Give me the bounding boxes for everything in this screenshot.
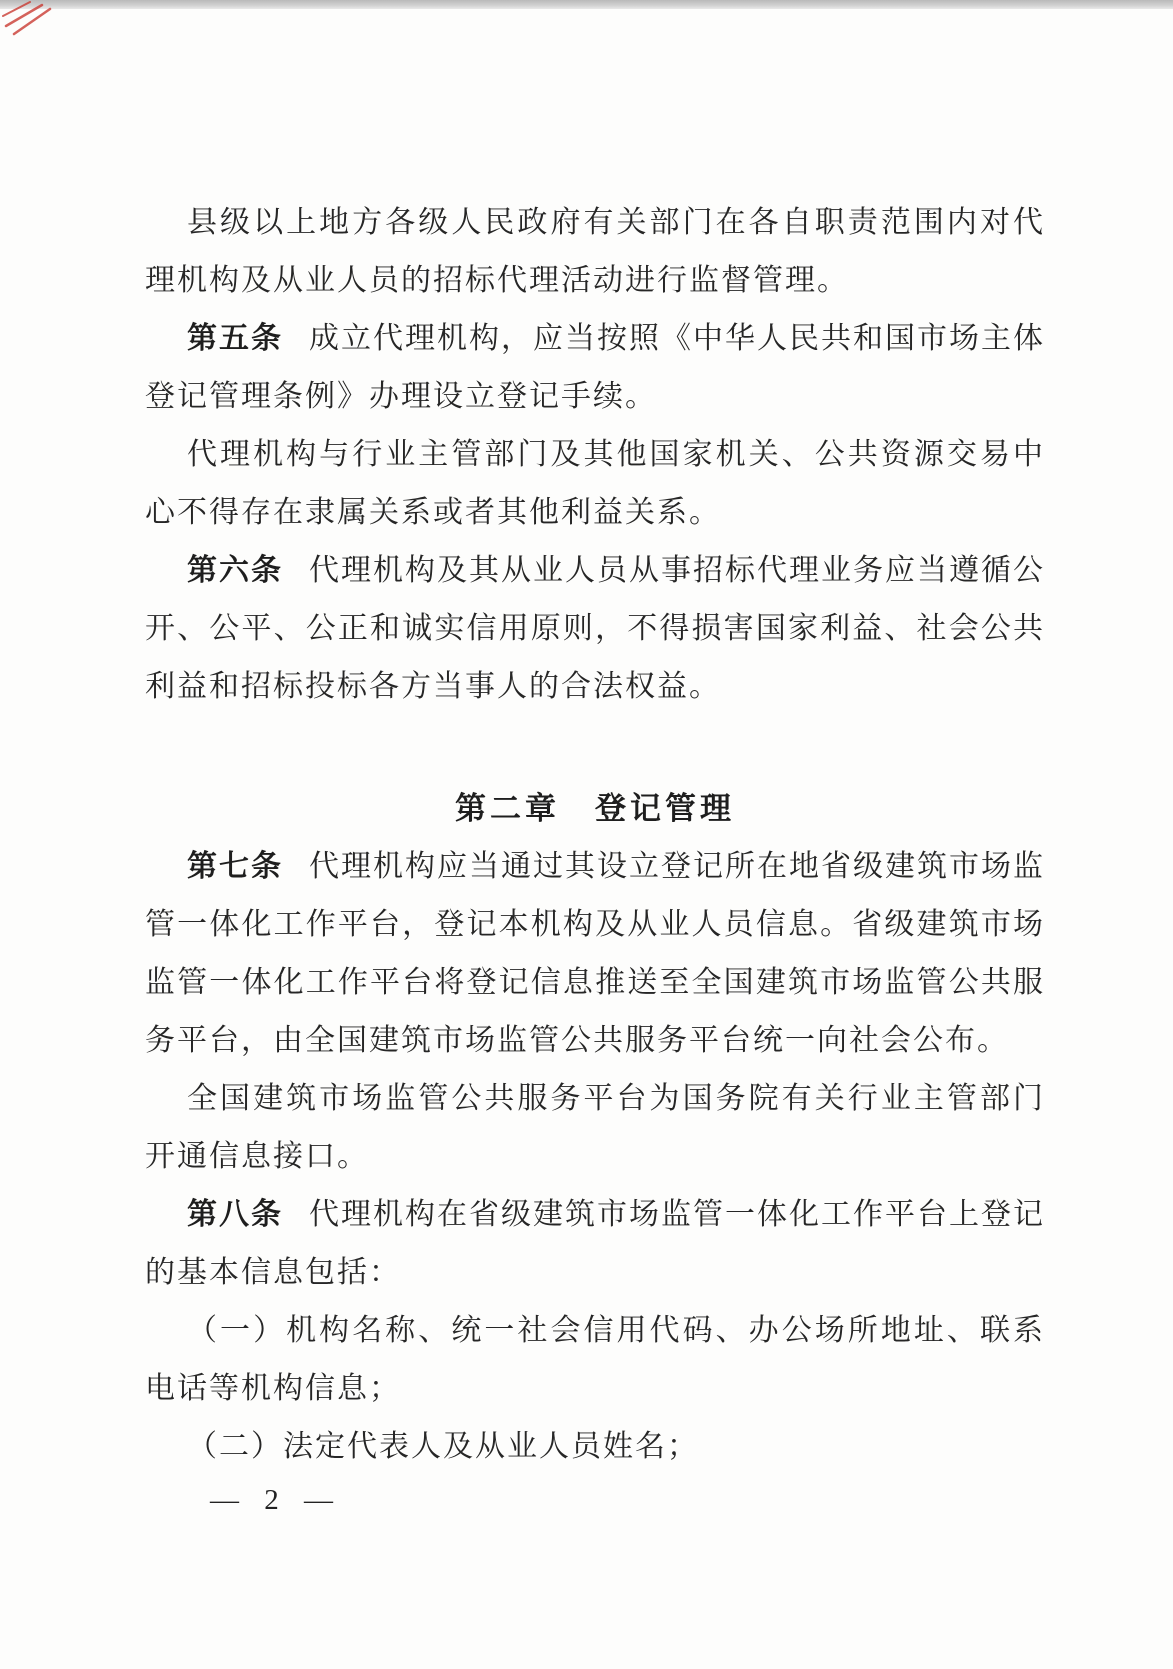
chapter-heading: 第二章 登记管理 <box>455 791 735 826</box>
paragraph: 第五条 成立代理机构，应当按照《中华人民共和国市场主体登记管理条例》办理设立登记手续。 <box>145 322 1045 413</box>
paragraph: 第七条 代理机构应当通过其设立登记所在地省级建筑市场监管一体化工作平台，登记本机构及从业人员信息。省级建筑市场监管一体化工作平台将登记信息推送至全国建筑市场监管公共服务平台，由全国建筑市场监管公共服务平台统一向社会公布。 <box>145 850 1045 1057</box>
article-number: 第六条 <box>187 554 283 587</box>
paragraph: （二）法定代表人及从业人员姓名； <box>187 1430 699 1463</box>
article-number: 第五条 <box>187 322 283 355</box>
document-content <box>145 194 1045 1476</box>
page-number: — 2 — <box>210 1484 342 1516</box>
paragraph: 全国建筑市场监管公共服务平台为国务院有关行业主管部门开通信息接口。 <box>145 1082 1045 1173</box>
article-number: 第八条 <box>187 1198 283 1231</box>
paragraph: （一）机构名称、统一社会信用代码、办公场所地址、联系电话等机构信息； <box>145 1314 1045 1405</box>
red-pen-mark <box>2 0 56 40</box>
scan-edge <box>0 0 1173 9</box>
paragraph: 第八条 代理机构在省级建筑市场监管一体化工作平台上登记的基本信息包括： <box>145 1198 1045 1289</box>
article-number: 第七条 <box>187 850 283 883</box>
paragraph: 县级以上地方各级人民政府有关部门在各自职责范围内对代理机构及从业人员的招标代理活动进行监督管理。 <box>145 206 1045 297</box>
paragraph: 第六条 代理机构及其从业人员从事招标代理业务应当遵循公开、公平、公正和诚实信用原则，不得损害国家利益、社会公共利益和招标投标各方当事人的合法权益。 <box>145 554 1045 703</box>
paragraph: 代理机构与行业主管部门及其他国家机关、公共资源交易中心不得存在隶属关系或者其他利益关系。 <box>145 438 1045 529</box>
